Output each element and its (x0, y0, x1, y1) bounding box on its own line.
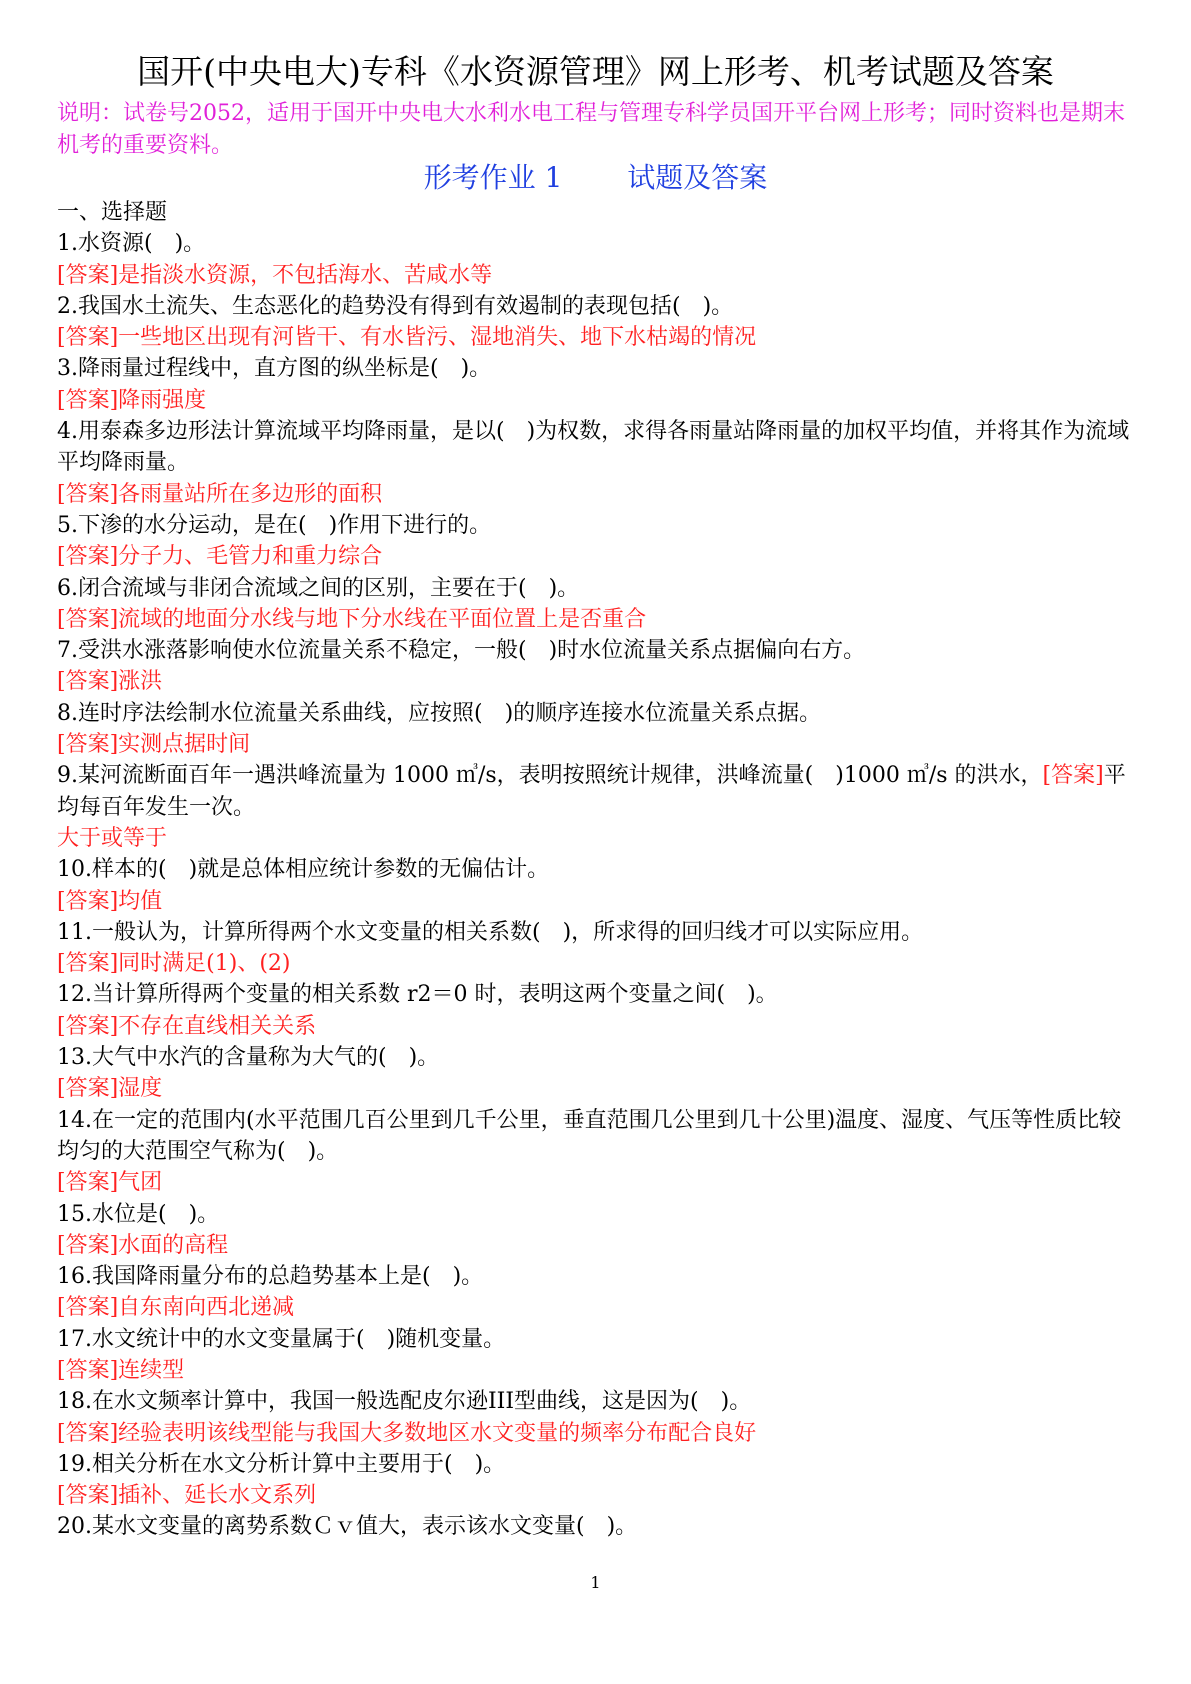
answer-2: [答案]一些地区出现有河皆干、有水皆污、湿地消失、地下水枯竭的情况 (57, 325, 757, 351)
answer-1: [答案]是指淡水资源，不包括海水、苦咸水等 (57, 262, 493, 288)
page-number: 1 (590, 1573, 601, 1592)
question-19: 19.相关分析在水文分析计算中主要用于( )。 (57, 1451, 506, 1477)
answer-8: [答案]实测点据时间 (57, 732, 251, 758)
question-9-text: 9.某河流断面百年一遇洪峰流量为 1000 ㎥/s，表明按照统计规律，洪峰流量( )1000 ㎥/s 的洪水， (57, 763, 1043, 789)
answer-11: [答案]同时满足(1)、(2) (57, 951, 291, 977)
question-2: 2.我国水土流失、生态恶化的趋势没有得到有效遏制的表现包括( )。 (57, 293, 734, 319)
subtitle-left: 形考作业 1 (423, 161, 563, 194)
question-9 (57, 760, 1143, 823)
answer-15: [答案]水面的高程 (57, 1232, 229, 1258)
document-title: 国开(中央电大)专科《水资源管理》网上形考、机考试题及答案 (137, 52, 1054, 91)
assignment-subtitle (0, 160, 1191, 196)
question-11: 11.一般认为，计算所得两个水文变量的相关系数( )，所求得的回归线才可以实际应用。 (57, 919, 924, 945)
subtitle-right: 试题及答案 (627, 161, 768, 194)
question-18: 18.在水文频率计算中，我国一般选配皮尔逊III型曲线，这是因为( )。 (57, 1389, 752, 1415)
question-9-tail: 平均每百年发生一次。 (57, 763, 1126, 820)
question-10: 10.样本的( )就是总体相应统计参数的无偏估计。 (57, 857, 550, 883)
answer-17: [答案]连续型 (57, 1357, 185, 1383)
section-heading: 一、选择题 (57, 200, 168, 225)
question-13: 13.大气中水汽的含量称为大气的( )。 (57, 1045, 440, 1071)
question-4: 4.用泰森多边形法计算流域平均降雨量，是以( )为权数，求得各雨量站降雨量的加权平均值，并将其作为流域平均降雨量。 (57, 419, 1130, 476)
question-5: 5.下渗的水分运动，是在( )作用下进行的。 (57, 512, 492, 538)
answer-16: [答案]自东南向西北递减 (57, 1295, 295, 1321)
answer-19: [答案]插补、延长水文系列 (57, 1483, 317, 1509)
question-12: 12.当计算所得两个变量的相关系数 r2＝0 时，表明这两个变量之间( )。 (57, 982, 778, 1008)
answer-12: [答案]不存在直线相关关系 (57, 1013, 317, 1039)
question-1: 1.水资源( )。 (57, 231, 206, 257)
answer-14: [答案]气团 (57, 1170, 163, 1196)
answer-5: [答案]分子力、毛管力和重力综合 (57, 544, 383, 570)
answer-4: [答案]各雨量站所在多边形的面积 (57, 481, 383, 507)
question-16: 16.我国降雨量分布的总趋势基本上是( )。 (57, 1264, 484, 1290)
question-17: 17.水文统计中的水文变量属于( )随机变量。 (57, 1326, 506, 1352)
answer-6: [答案]流域的地面分水线与地下分水线在平面位置上是否重合 (57, 606, 647, 632)
answer-10: [答案]均值 (57, 888, 163, 914)
question-15: 15.水位是( )。 (57, 1201, 220, 1227)
answer-3: [答案]降雨强度 (57, 387, 207, 413)
question-list (57, 197, 1143, 1543)
question-20: 20.某水文变量的离势系数Ｃｖ值大，表示该水文变量( )。 (57, 1514, 638, 1540)
document-note: 说明：试卷号2052，适用于国开中央电大水利水电工程与管理专科学员国开平台网上形考；同时资料也是期末机考的重要资料。 (57, 101, 1125, 158)
question-3: 3.降雨量过程线中，直方图的纵坐标是( )。 (57, 356, 492, 382)
question-8: 8.连时序法绘制水位流量关系曲线，应按照( )的顺序连接水位流量关系点据。 (57, 700, 822, 726)
question-9-tag: [答案] (1042, 763, 1104, 789)
question-6: 6.闭合流域与非闭合流域之间的区别，主要在于( )。 (57, 575, 580, 601)
answer-9: 大于或等于 (57, 825, 168, 851)
answer-18: [答案]经验表明该线型能与我国大多数地区水文变量的频率分布配合良好 (57, 1420, 757, 1446)
answer-7: [答案]涨洪 (57, 669, 163, 695)
answer-13: [答案]湿度 (57, 1076, 163, 1102)
question-14: 14.在一定的范围内(水平范围几百公里到几千公里，垂直范围几公里到几十公里)温度、湿度、气压等性质比较均匀的大范围空气称为( )。 (57, 1107, 1122, 1164)
question-7: 7.受洪水涨落影响使水位流量关系不稳定，一般( )时水位流量关系点据偏向右方。 (57, 638, 866, 664)
